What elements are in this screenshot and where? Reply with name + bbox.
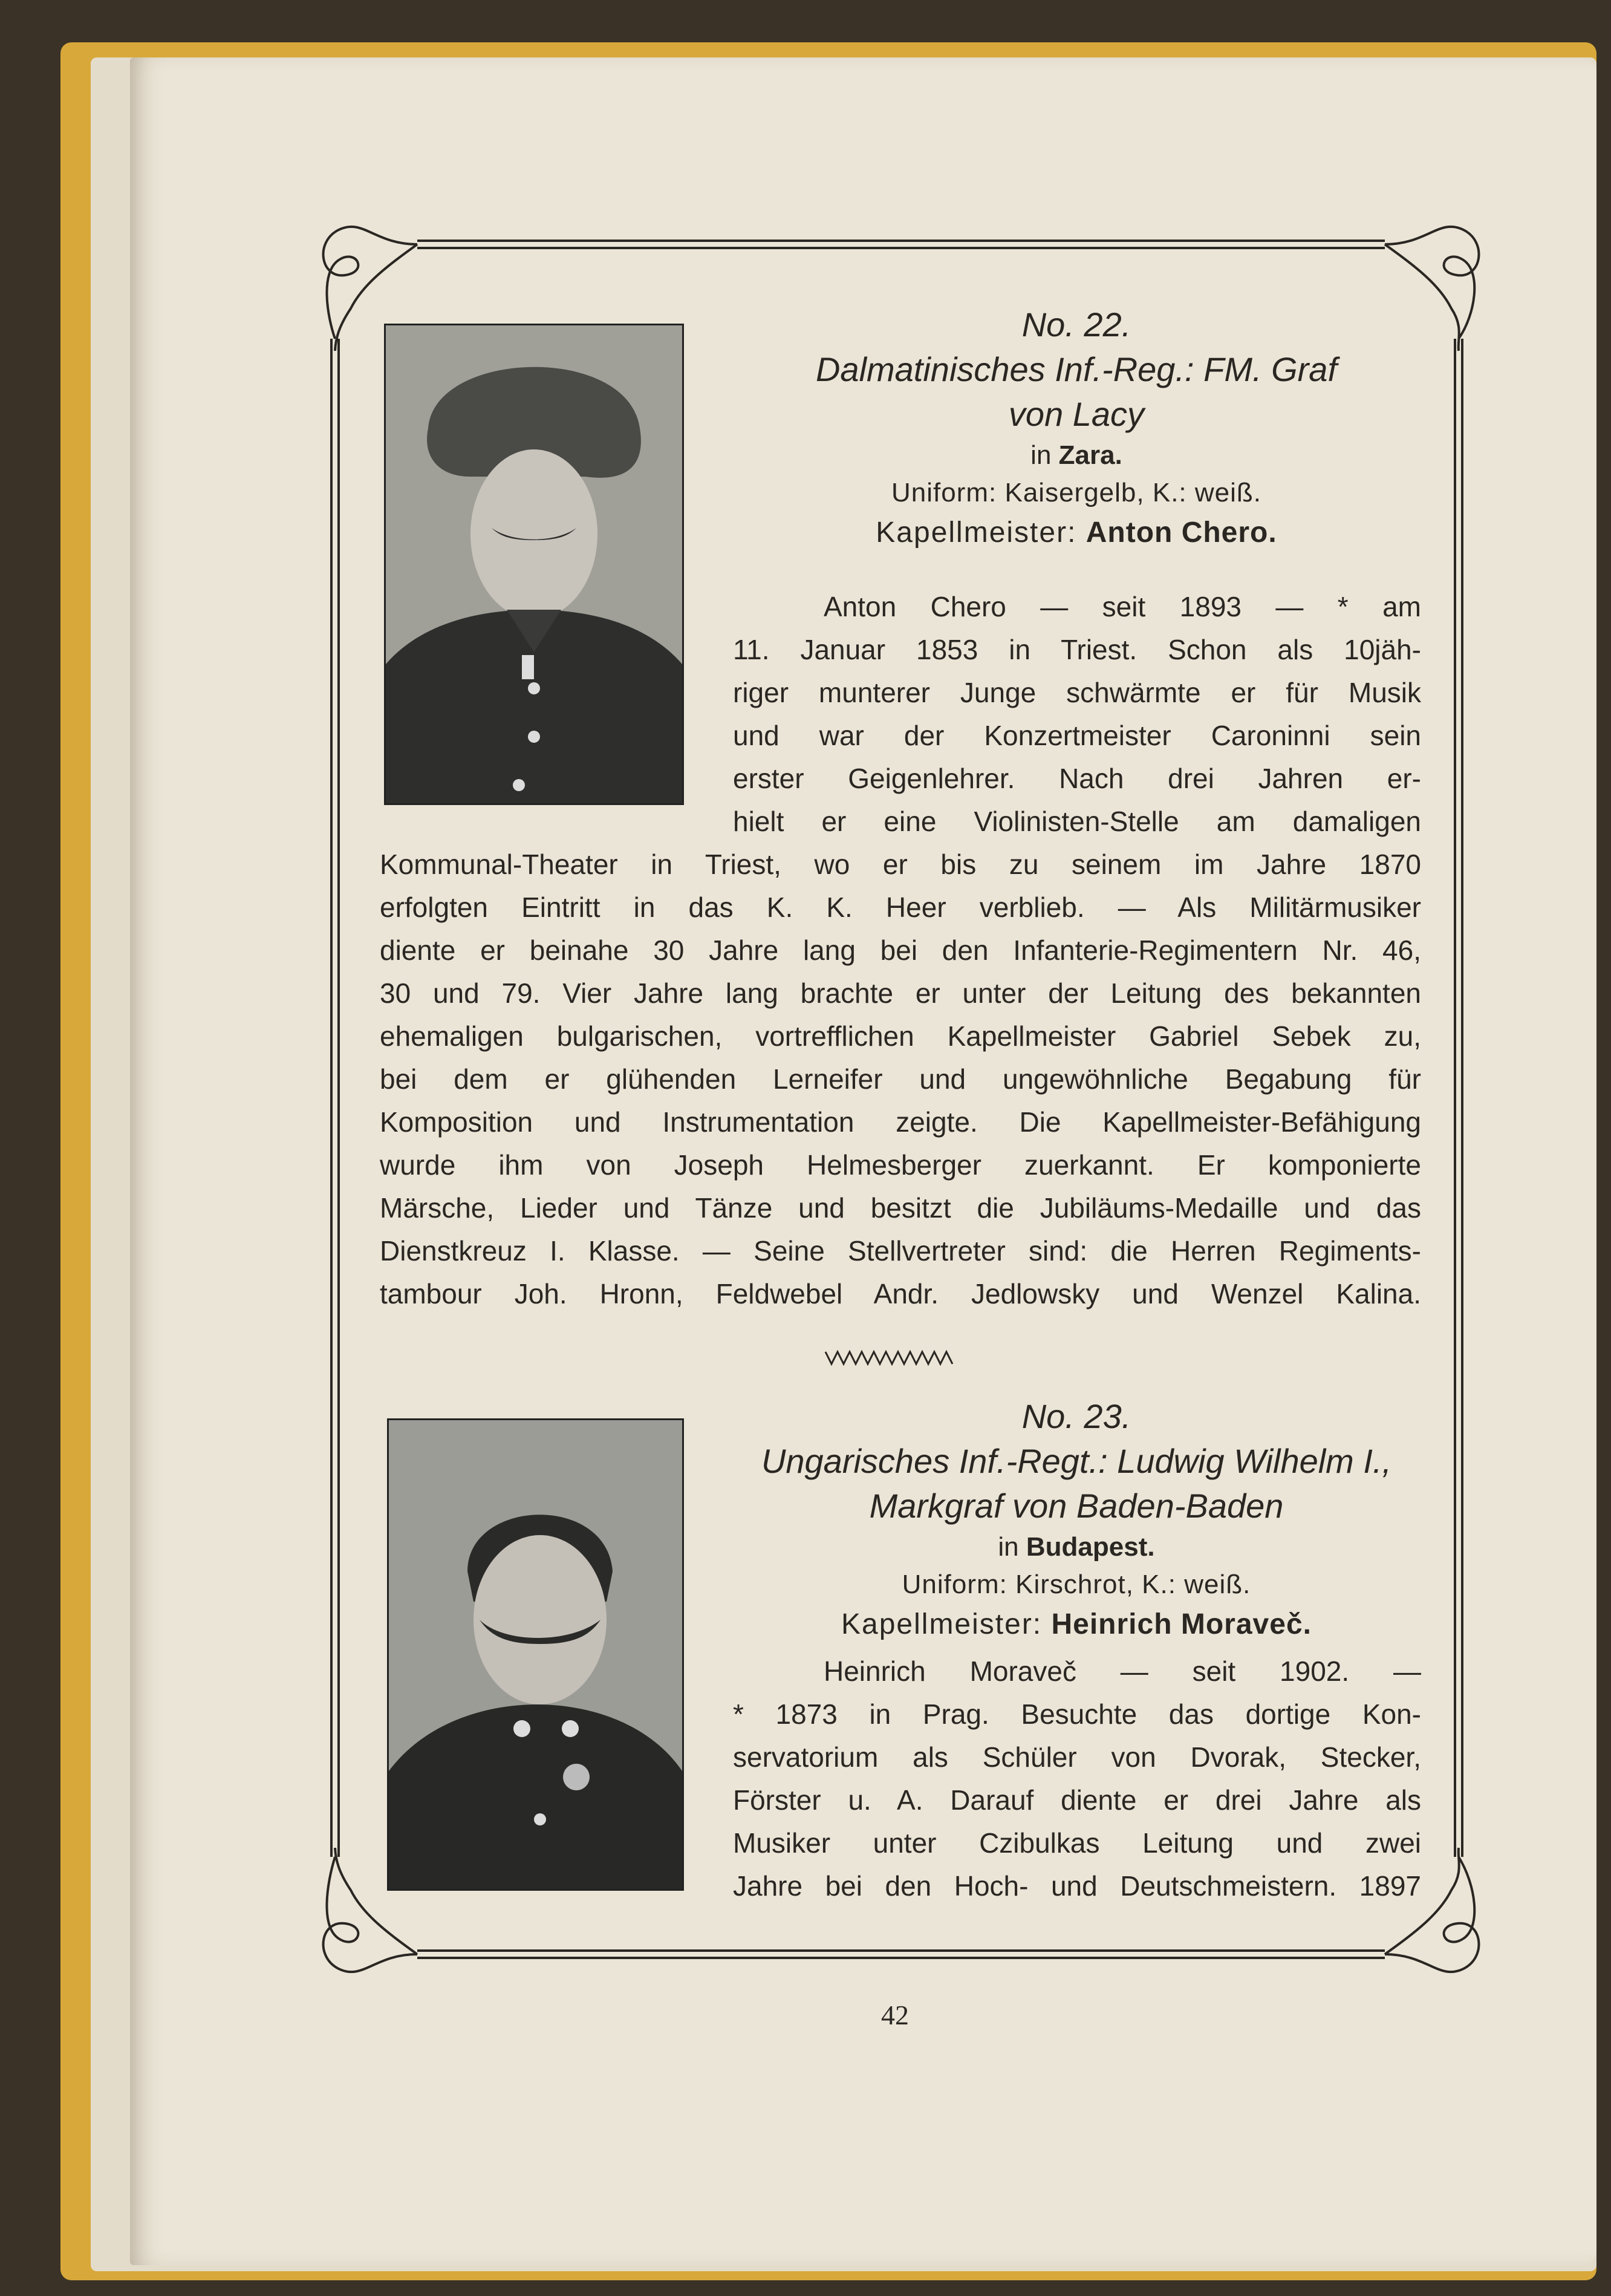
body-line: Heinrich Moraveč — seit 1902. — (824, 1655, 1421, 1687)
uniform: Uniform: Kaisergelb, K.: weiß. (891, 478, 1261, 507)
body-line: Jahre bei den Hoch- und Deutschmeistern. 1897 (733, 1870, 1421, 1902)
body-line: tambour Joh. Hronn, Feldwebel Andr. Jedlowsky und Wenzel Kalina. (380, 1278, 1421, 1309)
body-line: erster Geigenlehrer. Nach drei Jahren er- (733, 763, 1421, 794)
location: in Zara. (1030, 440, 1122, 470)
kapellmeister: Kapellmeister: Anton Chero. (876, 517, 1277, 549)
location-name: Budapest. (1026, 1532, 1155, 1562)
regiment-title-cont: von Lacy (1008, 395, 1145, 433)
body-line: Märsche, Lieder und Tänze und besitzt die Jubiläums-Medaille und das (380, 1192, 1421, 1224)
kapellmeister-name: Heinrich Moraveč. (1051, 1608, 1312, 1640)
regiment-title: Dalmatinisches Inf.-Reg.: FM. Graf (815, 350, 1337, 388)
portrait-photo-heinrich-moravec (387, 1418, 684, 1891)
ornament-divider (822, 1346, 958, 1370)
entry-22-body-top (733, 585, 1421, 843)
kapellmeister-name: Anton Chero. (1085, 517, 1277, 549)
entry-number: No. 23. (1021, 1397, 1131, 1435)
portrait-photo-anton-chero (384, 324, 684, 805)
body-line: Musiker unter Czibulkas Leitung und zwei (733, 1827, 1421, 1859)
body-line: wurde ihm von Joseph Helmesberger zuerkannt. Er komponierte (380, 1149, 1421, 1181)
entry-22-heading (714, 302, 1439, 554)
body-line: riger munterer Junge schwärmte er für Musik (733, 677, 1421, 708)
location-name: Zara. (1058, 440, 1122, 470)
body-line: diente er beinahe 30 Jahre lang bei den Infanterie-Regimentern Nr. 46, (380, 934, 1421, 966)
body-line: * 1873 in Prag. Besuchte das dortige Kon- (733, 1698, 1421, 1730)
kapellmeister: Kapellmeister: Heinrich Moraveč. (841, 1608, 1312, 1640)
regiment-title-cont: Markgraf von Baden-Baden (869, 1487, 1284, 1525)
body-line: erfolgten Eintritt in das K. K. Heer verblieb. — Als Militärmusiker (380, 892, 1421, 923)
regiment-title: Ungarisches Inf.-Regt.: Ludwig Wilhelm I., (761, 1442, 1392, 1480)
body-line: 11. Januar 1853 in Triest. Schon als 10jäh- (733, 634, 1421, 665)
portrait-image (386, 325, 682, 803)
entry-22-body-bottom (380, 843, 1421, 1316)
body-line: Dienstkreuz I. Klasse. — Seine Stellvertreter sind: die Herren Regiments- (380, 1235, 1421, 1267)
uniform: Uniform: Kirschrot, K.: weiß. (902, 1570, 1251, 1599)
entry-23-heading (714, 1394, 1439, 1646)
body-line: hielt er eine Violinisten-Stelle am damaligen (733, 806, 1421, 837)
body-line: servatorium als Schüler von Dvorak, Stecker, (733, 1741, 1421, 1773)
page-number: 42 (881, 2000, 909, 2030)
body-line: Komposition und Instrumentation zeigte. Die Kapellmeister-Befähigung (380, 1106, 1421, 1138)
entry-23-body (733, 1650, 1421, 1908)
body-line: 30 und 79. Vier Jahre lang brachte er unter der Leitung des bekannten (380, 977, 1421, 1009)
body-line: Anton Chero — seit 1893 — * am (824, 591, 1421, 622)
body-line: Förster u. A. Darauf diente er drei Jahre als (733, 1784, 1421, 1816)
entry-number: No. 22. (1021, 305, 1131, 344)
portrait-image (389, 1420, 682, 1889)
body-line: und war der Konzertmeister Caroninni sein (733, 720, 1421, 751)
location: in Budapest. (998, 1532, 1155, 1562)
body-line: ehemaligen bulgarischen, vortrefflichen Kapellmeister Gabriel Sebek zu, (380, 1020, 1421, 1052)
body-line: bei dem er glühenden Lerneifer und ungewöhnliche Begabung für (380, 1063, 1421, 1095)
body-line: Kommunal-Theater in Triest, wo er bis zu seinem im Jahre 1870 (380, 849, 1421, 880)
